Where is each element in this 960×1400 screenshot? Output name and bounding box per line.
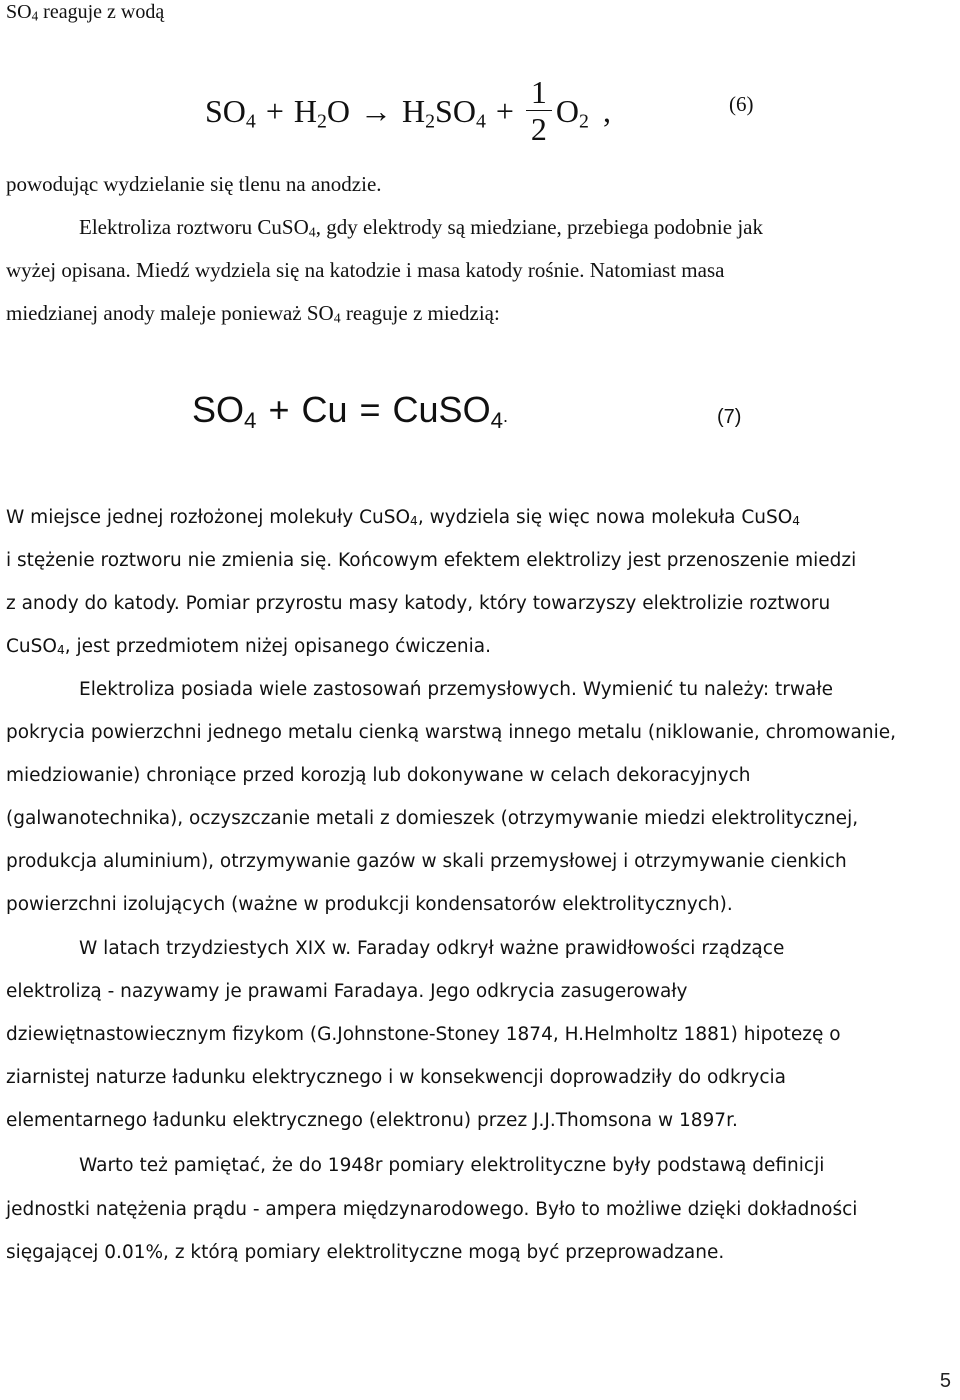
text-line: [79, 215, 763, 239]
eq6-h: H: [293, 92, 317, 129]
text-span: , gdy elektrody są miedziane, przebiega podobnie jak: [315, 215, 763, 239]
eq7-sub: 4: [244, 408, 257, 434]
text-line: elementarnego ładunku elektrycznego (elektronu) przez J.J.Thomsona w 1897r.: [6, 1110, 738, 1131]
text-line: W latach trzydziestych XIX w. Faraday odkrył ważne prawidłowości rządzące: [79, 938, 785, 959]
equation-6: [205, 74, 611, 151]
fraction-numerator: 1: [526, 74, 552, 111]
eq7-cu: Cu: [301, 389, 348, 430]
heading-formula: SO: [6, 1, 32, 23]
subscript: 4: [308, 224, 316, 240]
subscript: 4: [410, 514, 418, 529]
subscript: 4: [56, 643, 65, 658]
text-line: pokrycia powierzchni jednego metalu cienką warstwą innego metalu (niklowanie, chromowanie,: [6, 722, 896, 743]
text-line: jednostki natężenia prądu - ampera międzynarodowego. Było to możliwe dzięki dokładności: [6, 1199, 858, 1220]
equation-7: [192, 388, 508, 438]
text-line: wyżej opisana. Miedź wydziela się na katodzie i masa katody rośnie. Natomiast masa: [6, 258, 725, 282]
text-line: sięgającej 0.01%, z którą pomiary elektrolityczne mogą być przeprowadzane.: [6, 1242, 725, 1263]
eq6-plus: +: [495, 92, 514, 129]
text-line: z anody do katody. Pomiar przyrostu masy katody, który towarzyszy elektrolizie roztworu: [6, 593, 831, 614]
eq6-arrow: →: [360, 92, 393, 129]
eq7-equals: =: [359, 389, 381, 430]
eq6-so: SO: [205, 92, 246, 129]
text-line: powodując wydzielanie się tlenu na anodzie.: [6, 172, 382, 196]
eq6-sub: 4: [475, 110, 486, 133]
text-line: powierzchni izolujących (ważne w produkcji kondensatorów elektrolitycznych).: [6, 894, 733, 915]
text-line: [6, 635, 491, 659]
eq6-sub: 2: [579, 110, 589, 133]
text-line: miedziowanie) chroniące przed korozją lub dokonywane w celach dekoracyjnych: [6, 765, 751, 786]
text-span: Elektroliza roztworu CuSO: [79, 215, 309, 239]
eq7-sub: 4: [490, 408, 503, 434]
text-line: (galwanotechnika), oczyszczanie metali z domieszek (otrzymywanie miedzi elektrolitycznej,: [6, 808, 859, 829]
eq6-comma: ,: [602, 92, 611, 129]
eq6-sub: 4: [245, 110, 256, 133]
eq6-so: SO: [435, 92, 476, 129]
eq6-o: O: [555, 92, 580, 129]
subscript: 4: [333, 310, 341, 326]
equation-6-number: (6): [729, 92, 754, 116]
text-span: reaguje z miedzią:: [340, 301, 500, 325]
text-line: i stężenie roztworu nie zmienia się. Końcowym efektem elektrolizy jest przenoszenie miedzi: [6, 550, 857, 571]
text-span: miedzianej anody maleje ponieważ SO: [6, 301, 334, 325]
eq6-sub: 2: [425, 110, 436, 133]
text-line: ziarnistej naturze ładunku elektrycznego i w konsekwencji doprowadziły do odkrycia: [6, 1067, 786, 1088]
text-line: elektrolizą - nazywamy je prawami Faradaya. Jego odkrycia zasugerowały: [6, 981, 688, 1002]
text-line: Warto też pamiętać, że do 1948r pomiary elektrolityczne były podstawą definicji: [79, 1155, 825, 1176]
text-line: Elektroliza posiada wiele zastosowań przemysłowych. Wymienić tu należy: trwałe: [79, 679, 833, 700]
text-span: W miejsce jednej rozłożonej molekuły CuSO: [6, 507, 411, 528]
text-line: [6, 301, 500, 325]
text-line: dziewiętnastowiecznym fizykom (G.Johnstone-Stoney 1874, H.Helmholtz 1881) hipotezę o: [6, 1024, 841, 1045]
text-span: , jest przedmiotem niżej opisanego ćwiczenia.: [64, 636, 491, 657]
eq6-sub: 2: [316, 110, 327, 133]
heading-subscript: 4: [31, 8, 39, 24]
eq6-h: H: [402, 92, 426, 129]
heading-text: reaguje z wodą: [38, 1, 165, 23]
eq6-fraction: [526, 74, 552, 147]
text-span: , wydziela się więc nowa molekuła CuSO: [417, 507, 793, 528]
eq7-cuso: CuSO: [392, 389, 491, 430]
text-line: produkcja aluminium), otrzymywanie gazów w skali przemysłowej i otrzymywanie cienkich: [6, 851, 847, 872]
eq7-dot: .: [503, 406, 509, 426]
eq6-o: O: [326, 92, 351, 129]
heading-line: [6, 0, 164, 24]
subscript: 4: [792, 514, 801, 529]
equation-7-number: (7): [717, 406, 742, 428]
text-line: [6, 506, 800, 530]
fraction-denominator: 2: [530, 111, 547, 147]
eq7-so: SO: [192, 389, 245, 430]
text-span: CuSO: [6, 636, 57, 657]
page-number: 5: [939, 1370, 951, 1392]
eq7-plus: +: [268, 389, 290, 430]
eq6-plus: +: [265, 92, 284, 129]
